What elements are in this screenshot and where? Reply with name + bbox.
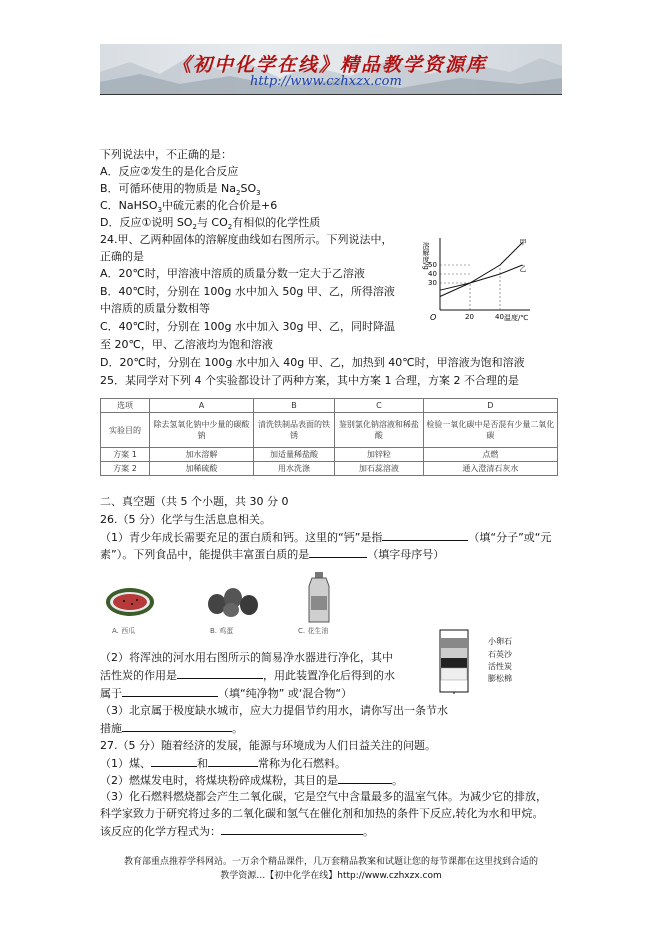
q26-part1-line2: 素”）。下列食品中，能提供丰富蛋白质的是 （填字母序号）: [100, 548, 445, 561]
food-caption-b: B. 鸡蛋: [210, 627, 234, 635]
q25-table: [100, 398, 558, 476]
answer-blank[interactable]: [208, 756, 258, 767]
filter-label-pebble: 小卵石: [488, 637, 512, 646]
answer-blank[interactable]: [122, 721, 232, 732]
x-tick-label: 40: [495, 313, 504, 321]
food-caption-c: C. 花生油: [298, 627, 329, 635]
peanut-oil-image: [306, 572, 332, 624]
answer-blank[interactable]: [309, 547, 367, 558]
q24-option-d: D．20℃时，分别在 100g 水中加入 40g 甲、乙，加热到 40℃时，甲溶液为饱和溶液: [100, 356, 525, 369]
table-cell: 清洗铁制品表面的铁锈: [253, 413, 334, 448]
activated-carbon-layer: [441, 658, 467, 668]
footer: [96, 855, 566, 883]
q27-part2: （2）燃煤发电时，将煤块粉碎成煤粉，其目的是 。: [100, 774, 403, 787]
q24-option-c2: 至 20℃，甲、乙溶液均为饱和溶液: [100, 338, 273, 351]
quartz-sand-layer: [441, 648, 467, 658]
q25-stem: 25．某同学对下列 4 个实验都设计了两种方案，其中方案 1 合理，方案 2 不合理的是: [100, 374, 519, 387]
table-cell: C: [335, 399, 424, 413]
banner-divider: [100, 94, 562, 95]
series-line-乙: [440, 265, 523, 290]
header-banner: [100, 44, 562, 94]
q24-stem-line2: 正确的是: [100, 250, 144, 263]
q26-part1-line1: （1）青少年成长需要充足的蛋白质和钙。这里的“钙”是指 （填“分子”或“元: [100, 531, 552, 544]
series-label: 甲: [519, 238, 527, 247]
q23-option-d: D．反应①说明 $SO_2$与 $CO_2$有相似的化学性质: [100, 216, 321, 232]
q23-option-c: C．NaHSO$_3$中硫元素的化合价是+6: [100, 199, 278, 215]
table-header-row: [101, 399, 558, 413]
table-cell: 实验目的: [101, 413, 150, 448]
filter-label-sand: 石英沙: [488, 650, 512, 659]
banner-title: 《初中化学在线》精品教学资源库: [172, 54, 488, 76]
table-row: [101, 462, 558, 476]
q24-option-b2: 中溶质的质量分数相等: [100, 302, 210, 315]
solubility-chart: [424, 232, 534, 322]
section-2-heading: 二、真空题（共 5 个小题，共 30 分 0: [100, 495, 289, 508]
table-cell: 加水溶解: [150, 448, 254, 462]
q23-option-a: A．反应②发生的是化合反应: [100, 165, 239, 178]
table-cell: 加适量稀盐酸: [253, 448, 334, 462]
table-cell: A: [150, 399, 254, 413]
table-cell: 加石蕊溶液: [335, 462, 424, 476]
filter-label-cotton: 膨松棉: [488, 674, 512, 683]
q26-part2-line2: 活性炭的作用是 ，用此装置净化后得到的水: [100, 669, 395, 682]
answer-blank[interactable]: [382, 530, 468, 541]
q24-stem-line1: 24.甲、乙两种固体的溶解度曲线如右图所示。下列说法中，: [100, 233, 393, 246]
q26-part3-line1: （3）北京属于极度缺水城市，应大力提倡节约用水，请你写出一条节水: [100, 704, 448, 717]
pebble-layer: [441, 638, 467, 648]
table-cell: 加锌粒: [335, 448, 424, 462]
filter-label-carbon: 活性炭: [488, 662, 512, 671]
cotton-layer: [441, 668, 467, 680]
q26-part2-line3: 属于 （填“纯净物” 或‘混合物“）: [100, 687, 353, 700]
q24-option-c1: C．40℃时，分别在 100g 水中加入 30g 甲、乙，同时降温: [100, 320, 395, 333]
y-tick-label: 50: [428, 261, 437, 269]
footer-line2: 教学资源…【初中化学在线】http://www.czhxzx.com: [220, 871, 442, 881]
q26-stem: 26.（5 分）化学与生活息息相关。: [100, 513, 271, 526]
table-row: [101, 413, 558, 448]
q27-stem: 27.（5 分）随着经济的发展，能源与环境成为人们日益关注的问题。: [100, 739, 436, 752]
x-axis-label: 温度/℃: [504, 314, 529, 322]
water-filter-diagram: [436, 628, 480, 694]
q26-part2-line1: （2）将浑浊的河水用右图所示的简易净水器进行净化，其中: [100, 651, 393, 664]
table-cell: 点燃: [423, 448, 557, 462]
q27-part1: （1）煤、 和 常称为化石燃料。: [100, 757, 346, 770]
q26-part3-line2: 措施 。: [100, 722, 243, 735]
q23-stem: 下列说法中，不正确的是：: [100, 148, 232, 161]
table-cell: 检验一氧化碳中是否混有少量二氧化碳: [423, 413, 557, 448]
table-cell: 选项: [101, 399, 150, 413]
eggs-image: [205, 584, 265, 618]
food-caption-a: A. 西瓜: [112, 627, 136, 635]
table-cell: 用水洗涤: [253, 462, 334, 476]
table-cell: 加稀硫酸: [150, 462, 254, 476]
y-axis-label: 溶解度/g: [422, 242, 430, 270]
y-tick-label: 30: [428, 279, 437, 287]
table-cell: B: [253, 399, 334, 413]
table-cell: 通入澄清石灰水: [423, 462, 557, 476]
series-label: 乙: [519, 265, 527, 273]
q27-part3-line3: 该反应的化学方程式为： 。: [100, 825, 374, 838]
origin-label: O: [430, 313, 437, 322]
q27-part3-line1: （3）化石燃料燃烧都会产生二氧化碳，它是空气中含量最多的温室气体。为减少它的排放，: [100, 790, 547, 803]
footer-url[interactable]: http://www.czhxzx.com: [337, 871, 442, 881]
answer-blank[interactable]: [177, 668, 263, 679]
answer-blank[interactable]: [151, 756, 197, 767]
answer-blank[interactable]: [338, 773, 392, 784]
table-cell: 方案 2: [101, 462, 150, 476]
q27-part3-line2: 科学家致力于研究将过多的二氧化碳和氢气在催化剂和加热的条件下反应,转化为水和甲烷。: [100, 807, 544, 820]
y-tick-label: 40: [428, 270, 437, 278]
answer-blank[interactable]: [221, 824, 363, 835]
table-cell: 除去氢氧化钠中少量的碳酸钠: [150, 413, 254, 448]
table-cell: 鉴别氯化钠溶液和稀盐酸: [335, 413, 424, 448]
banner-url[interactable]: http://www.czhxzx.com: [250, 74, 402, 89]
answer-blank[interactable]: [122, 686, 218, 697]
watermelon-image: [104, 582, 156, 622]
q23-option-b: B．可循环使用的物质是 $Na_2SO_3$: [100, 182, 261, 198]
table-cell: 方案 1: [101, 448, 150, 462]
table-cell: D: [423, 399, 557, 413]
footer-line1: 教育部重点推荐学科网站。一万余个精品课件，几万套精品教案和试题让您的每节课都在这里找到合适的: [123, 857, 538, 867]
q24-option-a: A．20℃时，甲溶液中溶质的质量分数一定大于乙溶液: [100, 267, 365, 280]
table-row: [101, 448, 558, 462]
x-tick-label: 20: [465, 313, 474, 321]
q24-option-b1: B．40℃时，分别在 100g 水中加入 50g 甲、乙，所得溶液: [100, 285, 395, 298]
